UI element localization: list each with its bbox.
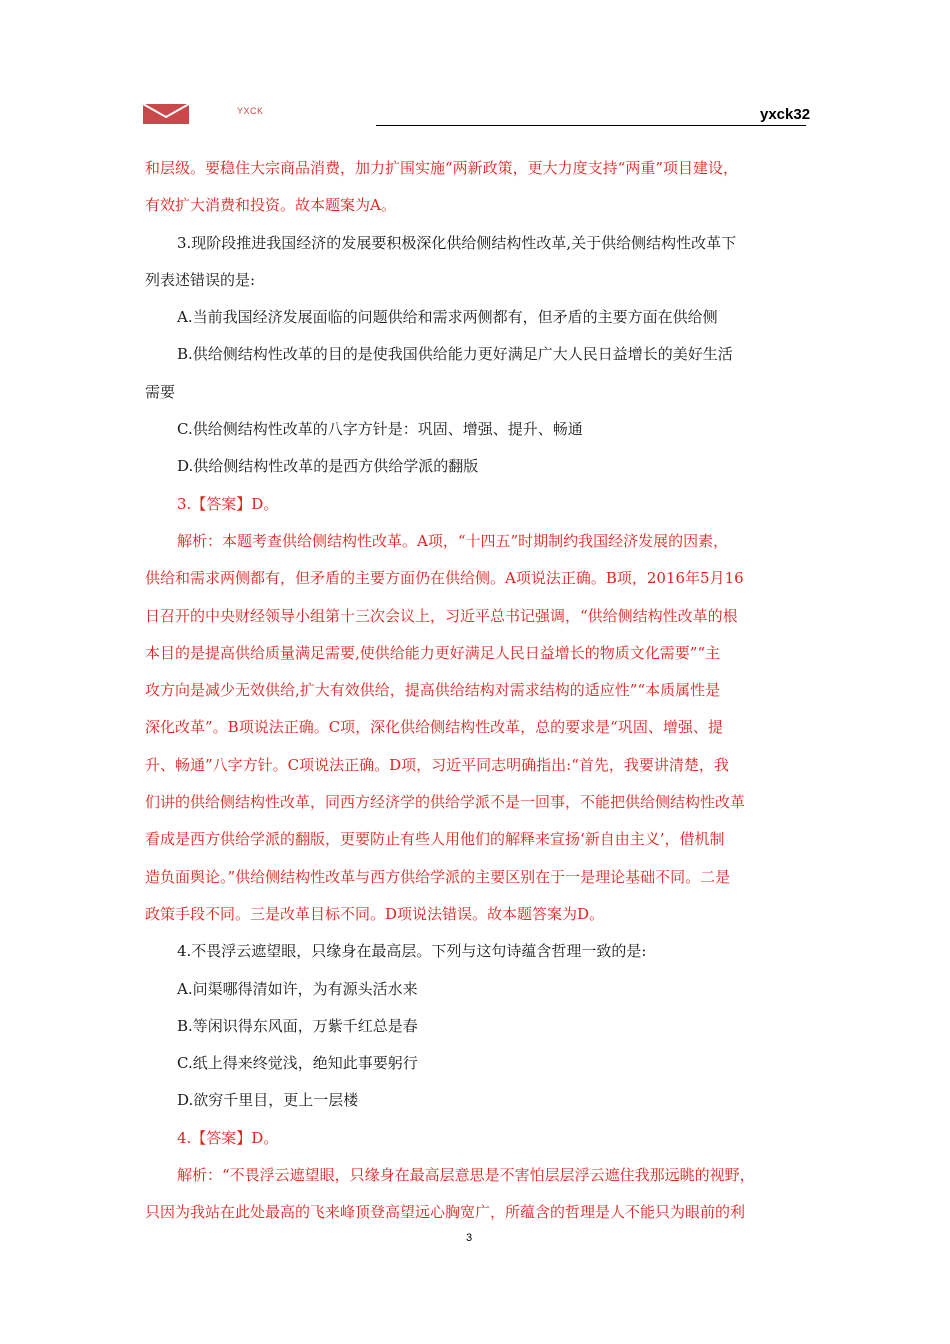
text-line: 日召开的中央财经领导小组第十三次会议上，习近平总书记强调，“供给侧结构性改革的根 [145, 606, 738, 625]
text-line: A.问渠哪得清如许，为有源头活水来 [177, 979, 418, 998]
text-line: 有效扩大消费和投资。故本题案为A。 [145, 196, 396, 215]
text-line: 解析：“不畏浮云遮望眼，只缘身在最高层意思是不害怕层层浮云遮住我那远眺的视野， [177, 1166, 755, 1185]
text-line: D.供给侧结构性改革的是西方供给学派的翻版 [177, 457, 479, 476]
text-line: 4.不畏浮云遮望眼，只缘身在最高层。下列与这句诗蕴含哲理一致的是: [177, 942, 647, 961]
text-line: 和层级。要稳住大宗商品消费，加力扩围实施“两新政策，更大力度支持“两重”项目建设， [145, 159, 739, 177]
text-line: C.供给侧结构性改革的八字方针是：巩固、增强、提升、畅通 [177, 420, 583, 439]
text-line: 们讲的供给侧结构性改革，同西方经济学的供给学派不是一回事，不能把供给侧结构性改革 [145, 793, 746, 812]
text-line: 政策手段不同。三是改革目标不同。D项说法错误。故本题答案为D。 [145, 904, 605, 923]
logo-envelope-icon [143, 104, 189, 124]
text-line: 解析：本题考查供给侧结构性改革。A项，“十四五”时期制约我国经济发展的因素， [177, 531, 729, 550]
header-code: yxck32 [760, 106, 811, 123]
text-line: 需要 [145, 382, 176, 401]
logo-text: YXCK [237, 106, 264, 116]
text-line: 升、畅通”八字方针。C项说法正确。D项，习近平同志明确指出:“首先，我要讲清楚，我 [145, 755, 729, 774]
text-line: B.等闲识得东风面，万紫千红总是春 [177, 1016, 418, 1035]
page-number: 3 [466, 1232, 473, 1244]
text-line: 攻方向是减少无效供给,扩大有效供给，提高供给结构对需求结构的适应性”“本质属性是 [145, 681, 721, 700]
text-line: 3.【答案】D。 [177, 494, 279, 513]
text-line: 本目的是提高供给质量满足需要,使供给能力更好满足人民日益增长的物质文化需要”“主 [145, 643, 721, 662]
text-line: 列表述错误的是: [145, 270, 256, 289]
text-line: B.供给侧结构性改革的目的是使我国供给能力更好满足广大人民日益增长的美好生活 [177, 345, 733, 364]
text-line: 4.【答案】D。 [177, 1128, 279, 1147]
text-line: 3.现阶段推进我国经济的发展要积极深化供给侧结构性改革,关于供给侧结构性改革下 [177, 233, 737, 252]
text-line: D.欲穷千里目，更上一层楼 [177, 1091, 359, 1110]
text-line: 供给和需求两侧都有，但矛盾的主要方面仍在供给侧。A项说法正确。B项，2016年5月16 [145, 569, 744, 588]
header-rule [376, 125, 806, 126]
text-line: 看成是西方供给学派的翻版，更要防止有些人用他们的解释来宣扬‘新自由主义’，借机制 [145, 830, 725, 849]
text-line: 造负面舆论。”供给侧结构性改革与西方供给学派的主要区别在于一是理论基础不同。二是 [145, 867, 731, 886]
text-line: C.纸上得来终觉浅，绝知此事要躬行 [177, 1054, 418, 1073]
text-line: 深化改革”。B项说法正确。C项，深化供给侧结构性改革，总的要求是“巩固、增强、提 [145, 718, 723, 737]
text-line: 只因为我站在此处最高的飞来峰顶登高望远心胸宽广，所蕴含的哲理是人不能只为眼前的利 [145, 1203, 746, 1222]
document-body [145, 150, 808, 1232]
text-line: A.当前我国经济发展面临的问题供给和需求两侧都有，但矛盾的主要方面在供给侧 [177, 308, 718, 327]
